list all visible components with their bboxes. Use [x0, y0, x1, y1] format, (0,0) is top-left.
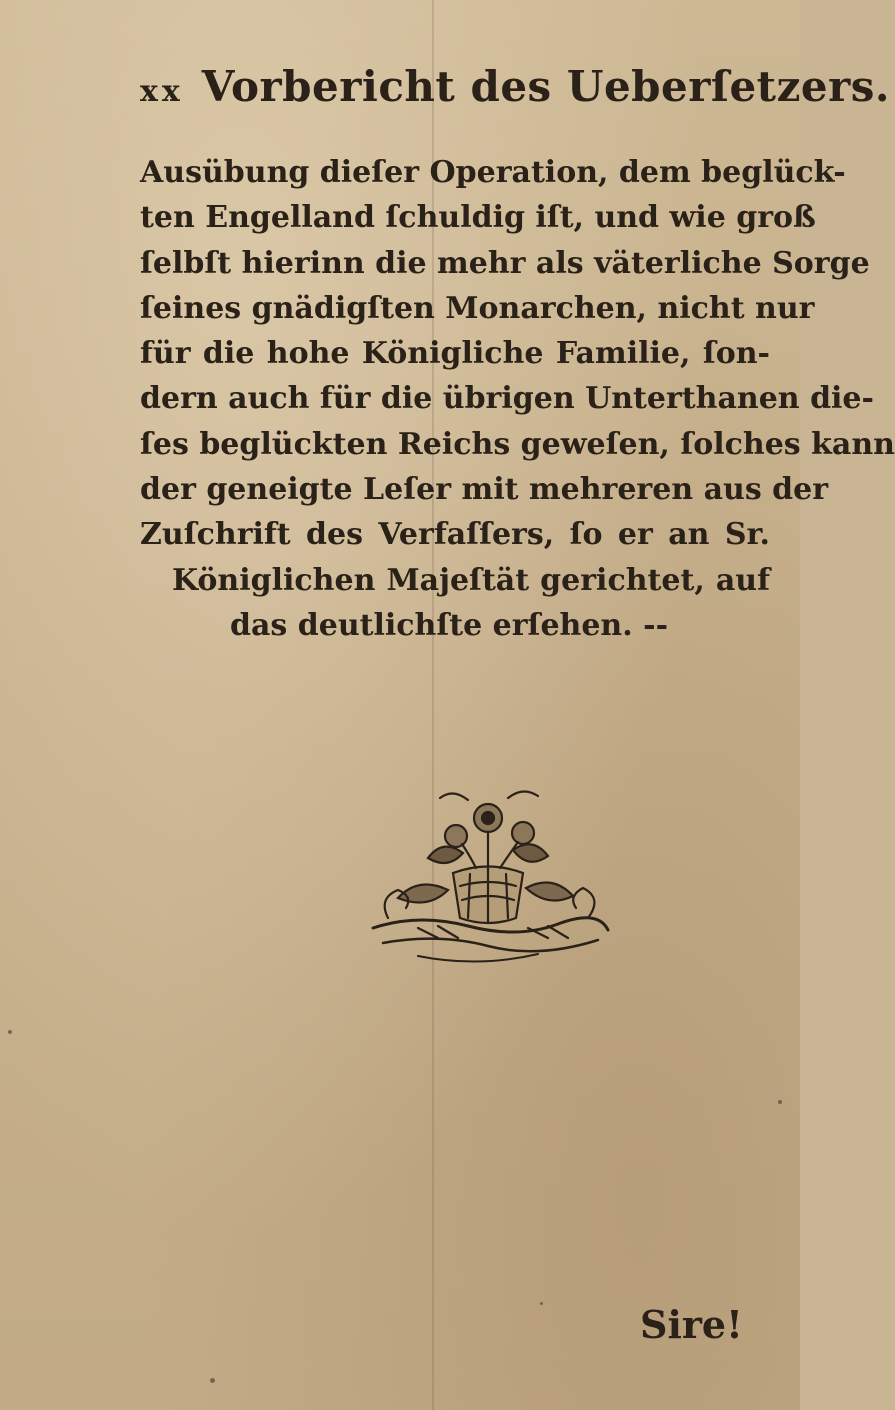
- paper-speck: [8, 1030, 12, 1034]
- text-line: ſes beglückten Reichs geweſen, ſolches kann: [140, 426, 895, 462]
- text-line: ſelbſt hierinn die mehr als väterliche Sorge: [140, 245, 870, 281]
- page-number: xx: [140, 74, 184, 109]
- catchword: Sire!: [640, 1302, 743, 1347]
- text-line: der geneigte Leſer mit mehreren aus der: [140, 472, 829, 508]
- text-line: Ausübung dieſer Operation, dem beglück-: [140, 155, 846, 190]
- text-line: Königlichen Majeſtät gerichtet, auf: [172, 562, 770, 598]
- paper-speck: [540, 1302, 543, 1305]
- floral-vignette-icon: [358, 778, 618, 978]
- paper-speck: [778, 1100, 782, 1104]
- body-paragraph: [140, 150, 895, 648]
- running-title: Vorbericht des Ueberſetzers.: [201, 62, 891, 111]
- paper-speck: [210, 1378, 215, 1383]
- text-line: ſeines gnädigſten Monarchen, nicht nur: [140, 290, 815, 326]
- text-line: das deutlichſte erſehen. --: [230, 607, 669, 643]
- text-line: für die hohe Königliche Familie, ſon-: [140, 336, 770, 372]
- running-header: [140, 62, 891, 111]
- text-line: Zuſchrift des Verfaſſers, ſo er an Sr.: [140, 517, 770, 553]
- text-line: dern auch für die übrigen Unterthanen die-: [140, 381, 874, 417]
- text-line: ten Engelland ſchuldig iſt, und wie groß: [140, 200, 816, 236]
